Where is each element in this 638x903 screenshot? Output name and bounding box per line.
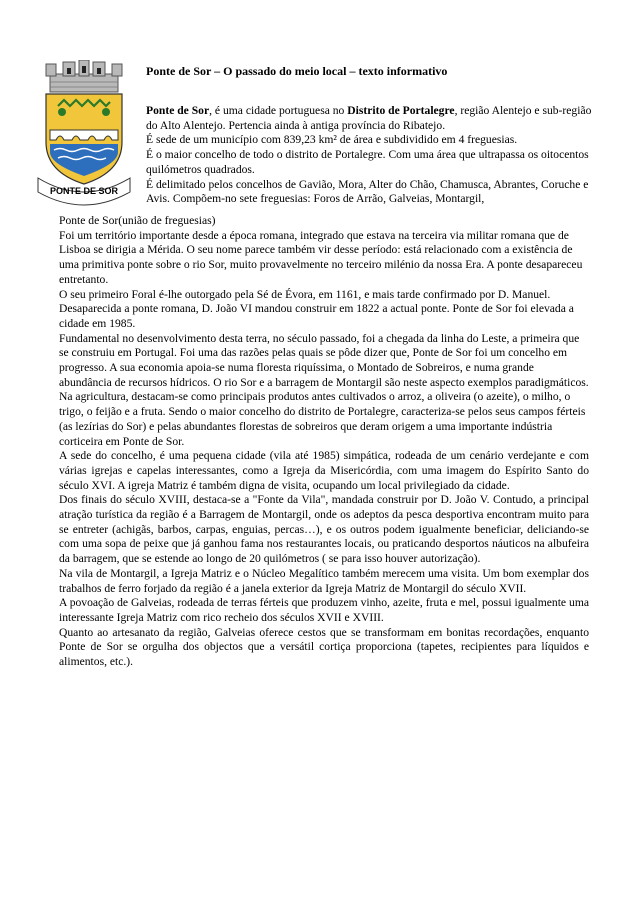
intro-city-name: Ponte de Sor [146, 104, 210, 117]
mural-crown [46, 60, 122, 92]
body-paragraph: Fundamental no desenvolvimento desta terra, no século passado, foi a chegada da linha do Leste, a primeira que se construiu em Portugal. Foi uma das razões pelas quais se pôde dizer que, Ponte de Sor foi um concelho em progresso. A sua economia apoia-se numa floresta riquíssima, o Montado de Sobreiros, e numa grande abundância de recursos hídricos. O rio Sor e a barragem de Montargil são neste aspecto exemplos paradigmáticos. Na agricultura, destacam-se como principais produtos antes cultivados o arroz, a oliveira (o azeite), o milho, o trigo, o feijão e a fruta. Sendo o maior concelho do distrito de Portalegre, caracteriza-se pelos seus campos férteis (as lezírias do Sor) e pelas abundantes florestas de sobreiros que deram origem a uma importante indústria corticeira em Ponte de Sor. [59, 331, 589, 448]
body-paragraph: Ponte de Sor(união de freguesias) [59, 214, 216, 227]
document-title: Ponte de Sor – O passado do meio local – texto informativo [146, 64, 448, 78]
intro-district-name: Distrito de Portalegre [347, 104, 455, 117]
body-paragraph: Quanto ao artesanato da região, Galveias oferece cestos que se transformam em bonitas recordações, enquanto Ponte de Sor se orgulha dos objectos que a versátil cortiça proporciona (tapetes, recipientes para líquidos e alimentos, etc.). [59, 625, 589, 669]
shield [46, 94, 122, 184]
body-paragraph: Na vila de Montargil, a Igreja Matriz e o Núcleo Megalítico também merecem uma visita. Um bom exemplar dos trabalhos de ferro forjado da região é a janela exterior da Igreja Matriz de Montargil do século XVII. [59, 566, 589, 595]
intro-paragraph-1: Ponte de Sor, é uma cidade portuguesa no Distrito de Portalegre, região Alentejo e sub-região do Alto Alentejo. Pertencia ainda à antiga província do Ribatejo. [146, 104, 592, 132]
body-paragraph: A sede do concelho, é uma pequena cidade (vila até 1985) simpática, rodeada de um cenário verdejante e com várias igrejas e capelas interessantes, como a Igreja da Misericórdia, com uma imagem do Espírito Santo do século XVI. A igreja Matriz é também digna de visita, ocupando um local privilegiado da cidade. [59, 449, 589, 492]
intro-paragraph-4: É delimitado pelos concelhos de Gavião, Mora, Alter do Chão, Chamusca, Abrantes, Coruche e Avis. Compõem-no sete freguesias: Foros de Arrão, Galveias, Montargil, [146, 177, 589, 206]
body-paragraph: Foi um território importante desde a época romana, integrado que estava na terceira via militar romana que de Lisboa se dirigia a Mérida. O seu nome parece também vir desse período: está relacionado com a existência de uma primitiva ponte sobre o rio Sor, muito provavelmente no terceiro milénio da nossa Era. A ponte desapareceu entretanto. [59, 228, 583, 286]
intro-paragraph-2: É sede de um município com 839,23 km² de área e subdividido em 4 freguesias. [146, 133, 518, 147]
banner-text: PONTE DE SOR [49, 186, 119, 196]
body-text [59, 214, 589, 670]
body-paragraph: A povoação de Galveias, rodeada de terras férteis que produzem vinho, azeite, fruta e mel, possui igualmente uma interessante Igreja Matriz com rico recheio dos séculos XVII e XVIII. [59, 596, 589, 624]
body-paragraph: O seu primeiro Foral é-lhe outorgado pela Sé de Évora, em 1161, e mais tarde confirmado por D. Manuel. Desaparecida a ponte romana, D. João VI mandou construir em 1822 a actual ponte. Ponte de Sor foi elevada a cidade em 1985. [59, 287, 574, 330]
intro-section [146, 104, 596, 207]
coat-of-arms-image [36, 60, 132, 206]
body-paragraph: Dos finais do século XVIII, destaca-se a "Fonte da Vila", mandada construir por D. João V. Contudo, a principal atração turística da região é a Barragem de Montargil, onde os adeptos da pesca desportiva encontram muito para se entreter (achigãs, barbos, carpas, enguias, percas…), e os outros podem igualmente beneficiar, deliciando-se com uma sopa de peixe que já ganhou fama nos restaurantes locais, ou praticando desportos náuticos na albufeira da barragem, que se estende ao longo de 20 quilómetros ( se para isso houver autorização). [59, 493, 589, 566]
intro-paragraph-3: É o maior concelho de todo o distrito de Portalegre. Com uma área que ultrapassa os oitocentos quilómetros quadrados. [146, 148, 589, 176]
